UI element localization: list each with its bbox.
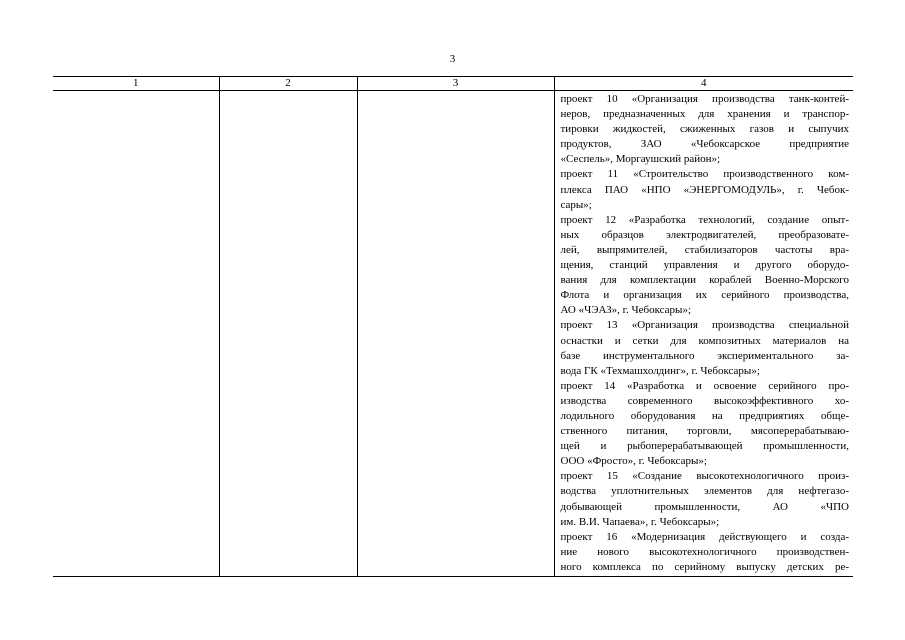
text-line: проект 13 «Организация производства специальной bbox=[560, 319, 849, 332]
text-line: сары»; bbox=[560, 198, 592, 211]
text-line: щения, станций управления и другого оборудо- bbox=[560, 259, 849, 272]
text-line: проект 16 «Модернизация действующего и созда- bbox=[560, 530, 849, 543]
text-line: проект 15 «Создание высокотехнологичного произ- bbox=[560, 470, 849, 483]
text-line: плекса ПАО «НПО «ЭНЕРГОМОДУЛЬ», г. Чебок- bbox=[560, 183, 849, 196]
text-line: оснастки и сетки для композитных материалов на bbox=[560, 334, 849, 347]
text-line: проект 11 «Строительство производственного ком- bbox=[560, 168, 849, 181]
text-line: базе инструментального экспериментального за- bbox=[560, 349, 849, 362]
text-line: неров, предназначенных для хранения и транспор- bbox=[560, 108, 849, 121]
document-table bbox=[53, 76, 853, 577]
text-line: тировки жидкостей, сжиженных газов и сыпучих bbox=[560, 123, 849, 136]
text-line: «Сеспель», Моргаушский район»; bbox=[560, 153, 721, 166]
text-line: водства уплотнительных элементов для нефтегазо- bbox=[560, 485, 849, 498]
text-line: лодильного оборудования на предприятиях обще- bbox=[560, 409, 849, 422]
text-line: проект 10 «Организация производства танк-контей- bbox=[560, 93, 849, 105]
project-list-text bbox=[555, 91, 854, 576]
text-line: ственного питания, торговли, мясоперерабатываю- bbox=[560, 425, 849, 438]
text-line: щей и рыбоперерабатывающей промышленности, bbox=[560, 440, 849, 453]
text-line: ных образцов электродвигателей, преобразовате- bbox=[560, 228, 849, 241]
column-header-4: 4 bbox=[554, 77, 853, 91]
cell-column-1 bbox=[53, 91, 219, 577]
text-line: ние нового высокотехнологичного производствен- bbox=[560, 545, 849, 558]
text-line: изводства современного высокоэффективного хо- bbox=[560, 394, 849, 407]
text-line: лей, выпрямителей, стабилизаторов частоты вра- bbox=[560, 243, 849, 256]
text-line: проект 12 «Разработка технологий, создание опыт- bbox=[560, 213, 849, 226]
column-header-3: 3 bbox=[357, 77, 554, 91]
text-line: вания для комплектации кораблей Военно-Морского bbox=[560, 274, 849, 287]
table-row bbox=[53, 91, 853, 577]
header-row bbox=[53, 77, 853, 91]
cell-column-3 bbox=[357, 91, 554, 577]
cell-column-2 bbox=[219, 91, 357, 577]
text-line: им. В.И. Чапаева», г. Чебоксары»; bbox=[560, 515, 720, 528]
cell-column-4 bbox=[554, 91, 853, 577]
page-number: 3 bbox=[449, 53, 456, 65]
column-header-1: 1 bbox=[53, 77, 219, 91]
text-line: вода ГК «Техмашхолдинг», г. Чебоксары»; bbox=[560, 364, 760, 377]
text-line: ного комплекса по серийному выпуску детских ре- bbox=[560, 560, 849, 573]
column-header-2: 2 bbox=[219, 77, 357, 91]
text-line: продуктов, ЗАО «Чебоксарское предприятие bbox=[560, 138, 849, 151]
text-line: добывающей промышленности, АО «ЧПО bbox=[560, 500, 849, 513]
text-line: Флота и организация их серийного производства, bbox=[560, 289, 849, 302]
text-line: ООО «Фросто», г. Чебоксары»; bbox=[560, 455, 707, 468]
text-line: проект 14 «Разработка и освоение серийного про- bbox=[560, 379, 849, 392]
text-line: АО «ЧЭАЗ», г. Чебоксары»; bbox=[560, 304, 691, 317]
